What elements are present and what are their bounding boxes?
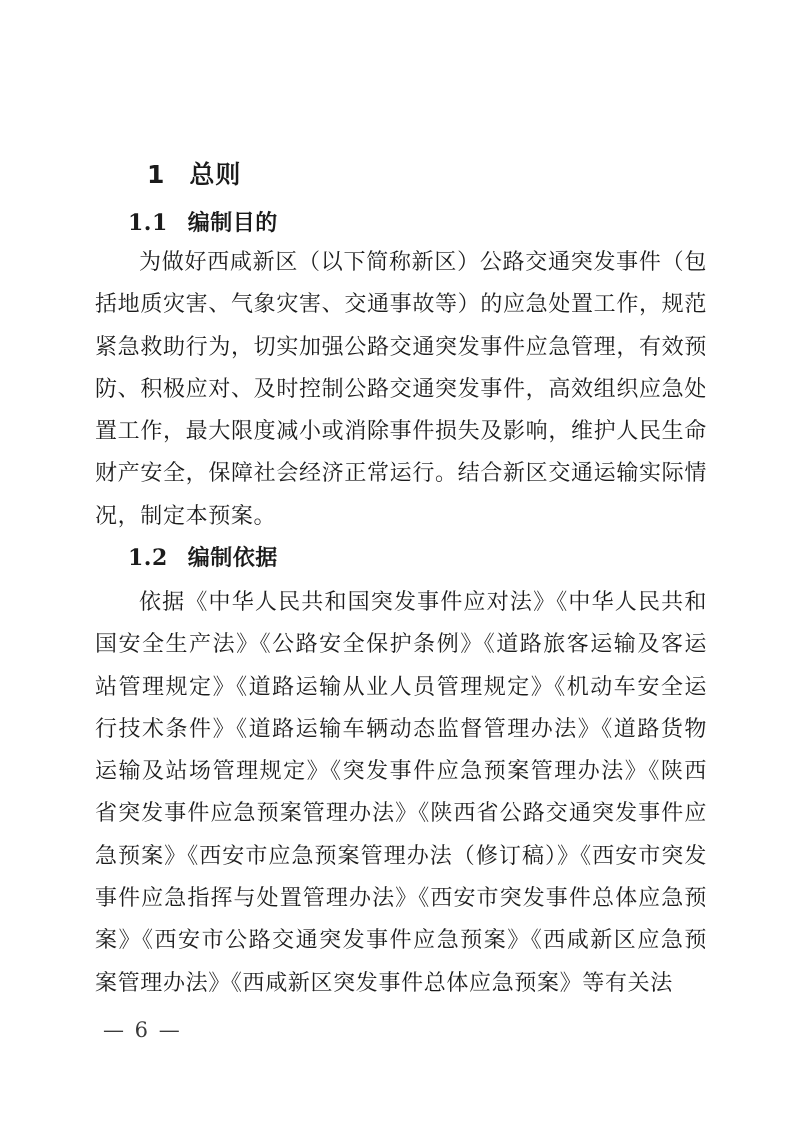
section-heading-1-1	[128, 211, 278, 236]
chapter-title: 总则	[189, 159, 242, 189]
chapter-heading	[147, 161, 241, 189]
section-title: 编制目的	[187, 210, 278, 237]
section-heading-1-2	[128, 546, 278, 571]
section-number: 1.1	[128, 210, 168, 237]
body-paragraph-basis: 依据《中华人民共和国突发事件应对法》《中华人民共和国安全生产法》《公路安全保护条例》《道路旅客运输及客运站管理规定》《道路运输从业人员管理规定》《机动车安全运行技术条件》《道路运输车辆动态监督管理办法》《道路货物运输及站场管理规定》《突发事件应急预案管理办法》《陕西省突发事件应急预案管理办法》《陕西省公路交通突发事件应急预案》《西安市应急预案管理办法（修订稿）》《西安市突发事件应急指挥与处置管理办法》《西安市突发事件总体应急预案》《西安市公路交通突发事件应急预案》《西咸新区应急预案管理办法》《西咸新区突发事件总体应急预案》等有关法	[95, 590, 707, 996]
section-title: 编制依据	[187, 545, 278, 572]
page-number-footer: — 6 —	[103, 1018, 182, 1042]
body-paragraph-purpose: 为做好西咸新区（以下简称新区）公路交通突发事件（包括地质灾害、气象灾害、交通事故等）的应急处置工作，规范紧急救助行为，切实加强公路交通突发事件应急管理，有效预防、积极应对、及时控制公路交通突发事件，高效组织应急处置工作，最大限度减小或消除事件损失及影响，维护人民生命财产安全，保障社会经济正常运行。结合新区交通运输实际情况，制定本预案。	[95, 250, 707, 529]
chapter-number: 1	[147, 159, 166, 189]
section-number: 1.2	[128, 545, 168, 572]
